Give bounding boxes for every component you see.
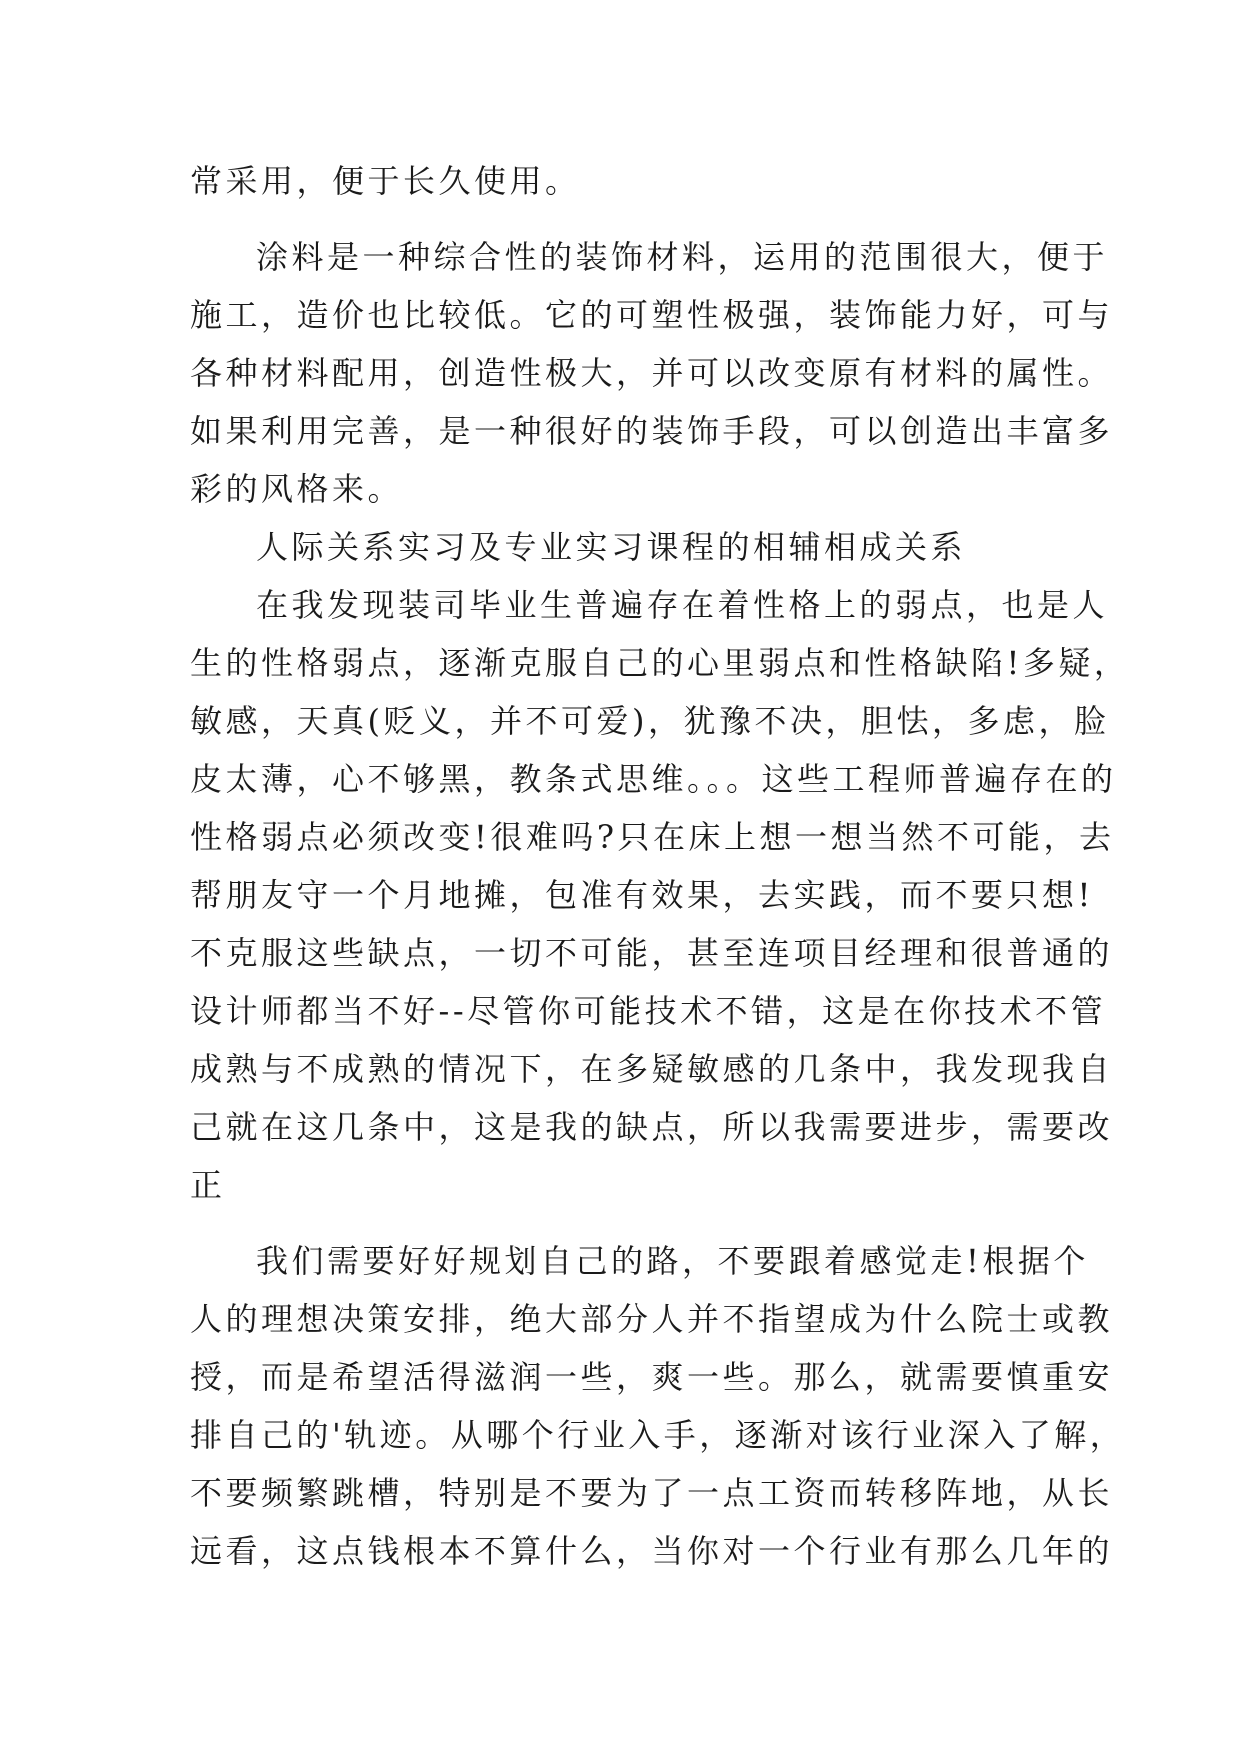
text-line: 常采用，便于长久使用。 [190,162,581,200]
paragraph-first-line: 在我发现装司毕业生普遍存在着性格上的弱点，也是人 [256,586,1109,624]
text-line: 施工，造价也比较低。它的可塑性极强，装饰能力好，可与 [190,296,1114,334]
section-heading: 人际关系实习及专业实习课程的相辅相成关系 [256,528,967,566]
text-line: 不要频繁跳槽，特别是不要为了一点工资而转移阵地，从长 [190,1474,1114,1512]
text-line: 皮太薄，心不够黑，教条式思维。。。这些工程师普遍存在的 [190,760,1117,798]
text-line: 各种材料配用，创造性极大，并可以改变原有材料的属性。 [190,354,1114,392]
text-line: 生的性格弱点，逐渐克服自己的心里弱点和性格缺陷!多疑， [190,644,1130,682]
document-body [190,152,1130,1580]
text-line: 不克服这些缺点，一切不可能，甚至连项目经理和很普通的 [190,934,1114,972]
text-line: 彩的风格来。 [190,470,404,508]
text-line: 如果利用完善，是一种很好的装饰手段，可以创造出丰富多 [190,412,1114,450]
text-line: 排自己的'轨迹。从哪个行业入手，逐渐对该行业深入了解， [190,1416,1126,1454]
text-line: 成熟与不成熟的情况下，在多疑敏感的几条中，我发现我自 [190,1050,1114,1088]
text-line: 帮朋友守一个月地摊，包准有效果，去实践，而不要只想! [190,876,1094,914]
text-line: 人的理想决策安排，绝大部分人并不指望成为什么院士或教 [190,1300,1114,1338]
text-line: 远看，这点钱根本不算什么，当你对一个行业有那么几年的 [190,1532,1114,1570]
text-line: 性格弱点必须改变!很难吗?只在床上想一想当然不可能，去 [190,818,1115,856]
text-line: 设计师都当不好--尽管你可能技术不错，这是在你技术不管 [190,992,1107,1030]
text-line: 己就在这几条中，这是我的缺点，所以我需要进步，需要改 [190,1108,1114,1146]
paragraph-first-line: 涂料是一种综合性的装饰材料，运用的范围很大，便于 [256,238,1109,276]
paragraph-first-line: 我们需要好好规划自己的路，不要跟着感觉走!根据个 [256,1242,1089,1280]
text-line: 正 [190,1166,226,1204]
text-line: 敏感，天真(贬义，并不可爱)，犹豫不决，胆怯，多虑，脸 [190,702,1110,740]
text-line: 授，而是希望活得滋润一些，爽一些。那么，就需要慎重安 [190,1358,1114,1396]
